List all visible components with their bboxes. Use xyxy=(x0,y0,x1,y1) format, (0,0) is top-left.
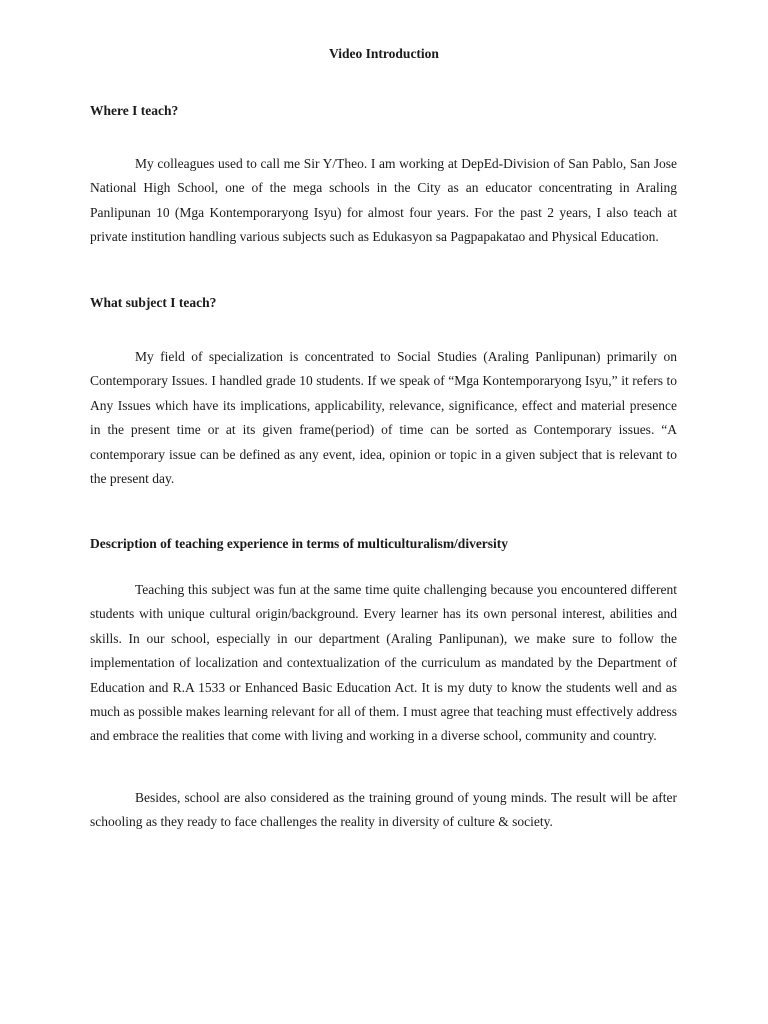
paragraph-multiculturalism-1: Teaching this subject was fun at the same time quite challenging because you encountered different students with unique cultural origin/background. Every learner has its own personal interest, abilities and skills. In our school, especially in our department (Araling Panlipunan), we make sure to follow the implementation of localization and contextualization of the curriculum as mandated by the Department of Education and R.A 1533 or Enhanced Basic Education Act. It is my duty to know the students well and as much as possible makes learning relevant for all of them. I must agree that teaching must effectively address and embrace the realities that come with living and working in a diverse school, community and country. xyxy=(90,582,677,744)
section-heading-what-subject: What subject I teach? xyxy=(90,295,217,310)
section-heading-multiculturalism: Description of teaching experience in terms of multiculturalism/diversity xyxy=(90,536,509,551)
document-title: Video Introduction xyxy=(329,46,439,61)
paragraph-where-i-teach: My colleagues used to call me Sir Y/Theo. I am working at DepEd-Division of San Pablo, San Jose National High School, one of the mega schools in the City as an educator concentrating in Araling Panlipunan 10 (Mga Kontemporaryong Isyu) for almost four years. For the past 2 years, I also teach at private institution handling various subjects such as Edukasyon sa Pagpapakatao and Physical Education. xyxy=(90,156,677,245)
section-heading-where-i-teach: Where I teach? xyxy=(90,103,179,118)
paragraph-multiculturalism-2: Besides, school are also considered as the training ground of young minds. The result will be after schooling as they ready to face challenges the reality in diversity of culture & society. xyxy=(90,790,677,830)
paragraph-what-subject: My field of specialization is concentrated to Social Studies (Araling Panlipunan) primarily on Contemporary Issues. I handled grade 10 students. If we speak of “Mga Kontemporaryong Isyu,” it refers to Any Issues which have its implications, applicability, relevance, significance, effect and material presence in the present time or at its given frame(period) of time can be sorted as Contemporary issues. “A contemporary issue can be defined as any event, idea, opinion or topic in a given subject that is relevant to the present day. xyxy=(90,349,677,487)
